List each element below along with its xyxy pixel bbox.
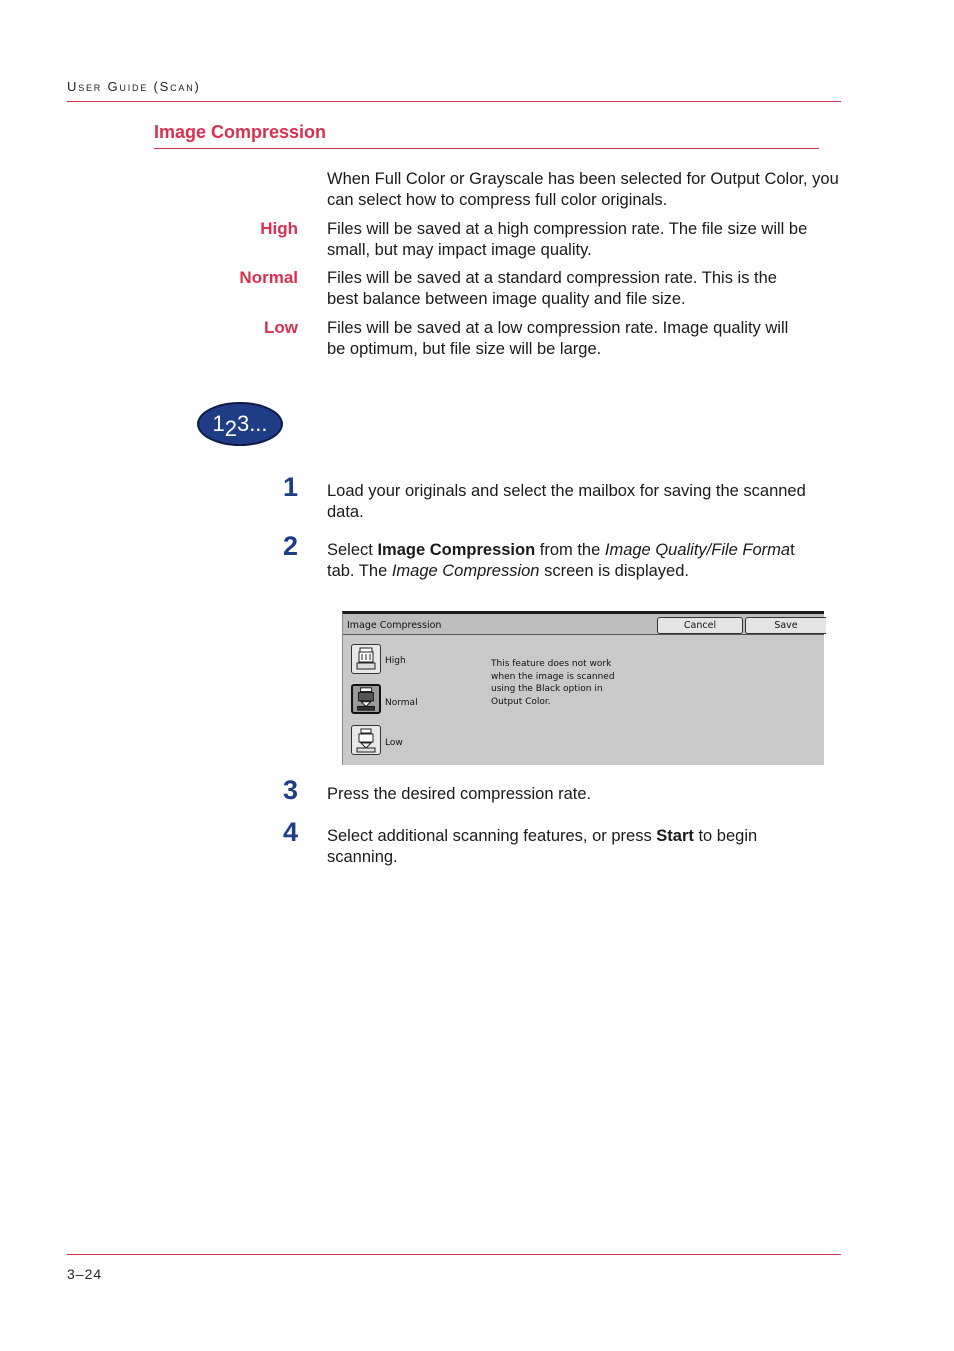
running-header	[67, 79, 201, 94]
definition-term-low: Low	[264, 318, 298, 337]
cancel-button[interactable]: Cancel	[657, 617, 743, 634]
intro-paragraph: When Full Color or Grayscale has been selected for Output Color, you can select how to compress full color originals.	[327, 170, 839, 209]
step-number-3: 3	[282, 775, 298, 805]
definition-text-normal	[327, 268, 847, 310]
step-line: scanning.	[327, 848, 398, 866]
badge-digit: 3...	[236, 411, 268, 436]
page-number: 3–24	[67, 1266, 103, 1282]
step-text-span: Select additional scanning features, or press	[327, 827, 657, 845]
step-text-span: to begin	[693, 827, 758, 845]
definition-text-high	[327, 219, 847, 261]
document-light-icon	[352, 726, 380, 754]
section-title: Image Compression	[154, 122, 327, 142]
definition-line: best balance between image quality and file size.	[327, 290, 686, 308]
step-line	[327, 826, 847, 847]
document-compress-icon	[353, 686, 379, 712]
step-italic-term: Image Compression	[391, 562, 540, 580]
definition-line: small, but may impact image quality.	[327, 241, 592, 259]
step-number-2: 2	[282, 531, 298, 561]
document-stack-icon	[352, 645, 380, 673]
low-option-label: Low	[385, 738, 403, 748]
badge-digit: 1	[212, 411, 225, 436]
step-text-2	[327, 540, 847, 582]
step-italic-term: Image Quality/File Forma	[604, 541, 791, 559]
section-rule	[154, 148, 819, 149]
procedure-badge-icon	[197, 402, 283, 446]
screen-title-bar	[343, 614, 824, 635]
normal-option-button[interactable]	[351, 684, 381, 714]
screen-note	[491, 658, 615, 708]
note-line: Output Color.	[491, 696, 551, 707]
definition-term-normal: Normal	[239, 268, 298, 287]
step-bold-term: Image Compression	[377, 541, 536, 559]
step-text-3: Press the desired compression rate.	[327, 785, 592, 803]
step-line: data.	[327, 503, 364, 521]
step-text-1	[327, 481, 847, 523]
step-text-4	[327, 826, 847, 868]
step-line: Load your originals and select the mailbox for saving the scanned	[327, 482, 806, 500]
definition-line: Files will be saved at a standard compression rate. This is the	[327, 269, 777, 287]
step-number-1: 1	[282, 472, 298, 502]
step-line	[327, 540, 847, 561]
step-text-span: Select	[327, 541, 378, 559]
normal-option-label: Normal	[385, 698, 418, 708]
definition-line: Files will be saved at a low compression rate. Image quality will	[327, 319, 789, 337]
step-line	[327, 561, 847, 582]
definition-term-high: High	[260, 219, 298, 238]
footer-rule	[67, 1254, 841, 1255]
header-rule	[67, 101, 841, 102]
screen-title: Image Compression	[347, 620, 442, 631]
note-line: when the image is scanned	[491, 671, 615, 682]
step-number-4: 4	[282, 817, 298, 847]
high-option-button[interactable]	[351, 644, 381, 674]
image-compression-screen	[342, 611, 824, 765]
badge-digit: 2	[224, 416, 237, 441]
low-option-button[interactable]	[351, 725, 381, 755]
note-line: This feature does not work	[491, 659, 612, 669]
definition-text-low	[327, 318, 847, 360]
step-text-span: screen is displayed.	[539, 562, 689, 580]
note-line: using the Black option in	[491, 684, 603, 694]
step-bold-term: Start	[656, 827, 694, 845]
step-text-span: tab. The	[327, 562, 392, 580]
step-text-span: t	[790, 541, 795, 559]
step-text-span: from the	[535, 541, 605, 559]
save-button[interactable]: Save	[745, 617, 826, 634]
definition-line: be optimum, but file size will be large.	[327, 340, 602, 358]
definition-line: Files will be saved at a high compression rate. The file size will be	[327, 220, 808, 238]
high-option-label: High	[385, 656, 406, 666]
running-header-text: User Guide (Scan)	[67, 79, 201, 94]
